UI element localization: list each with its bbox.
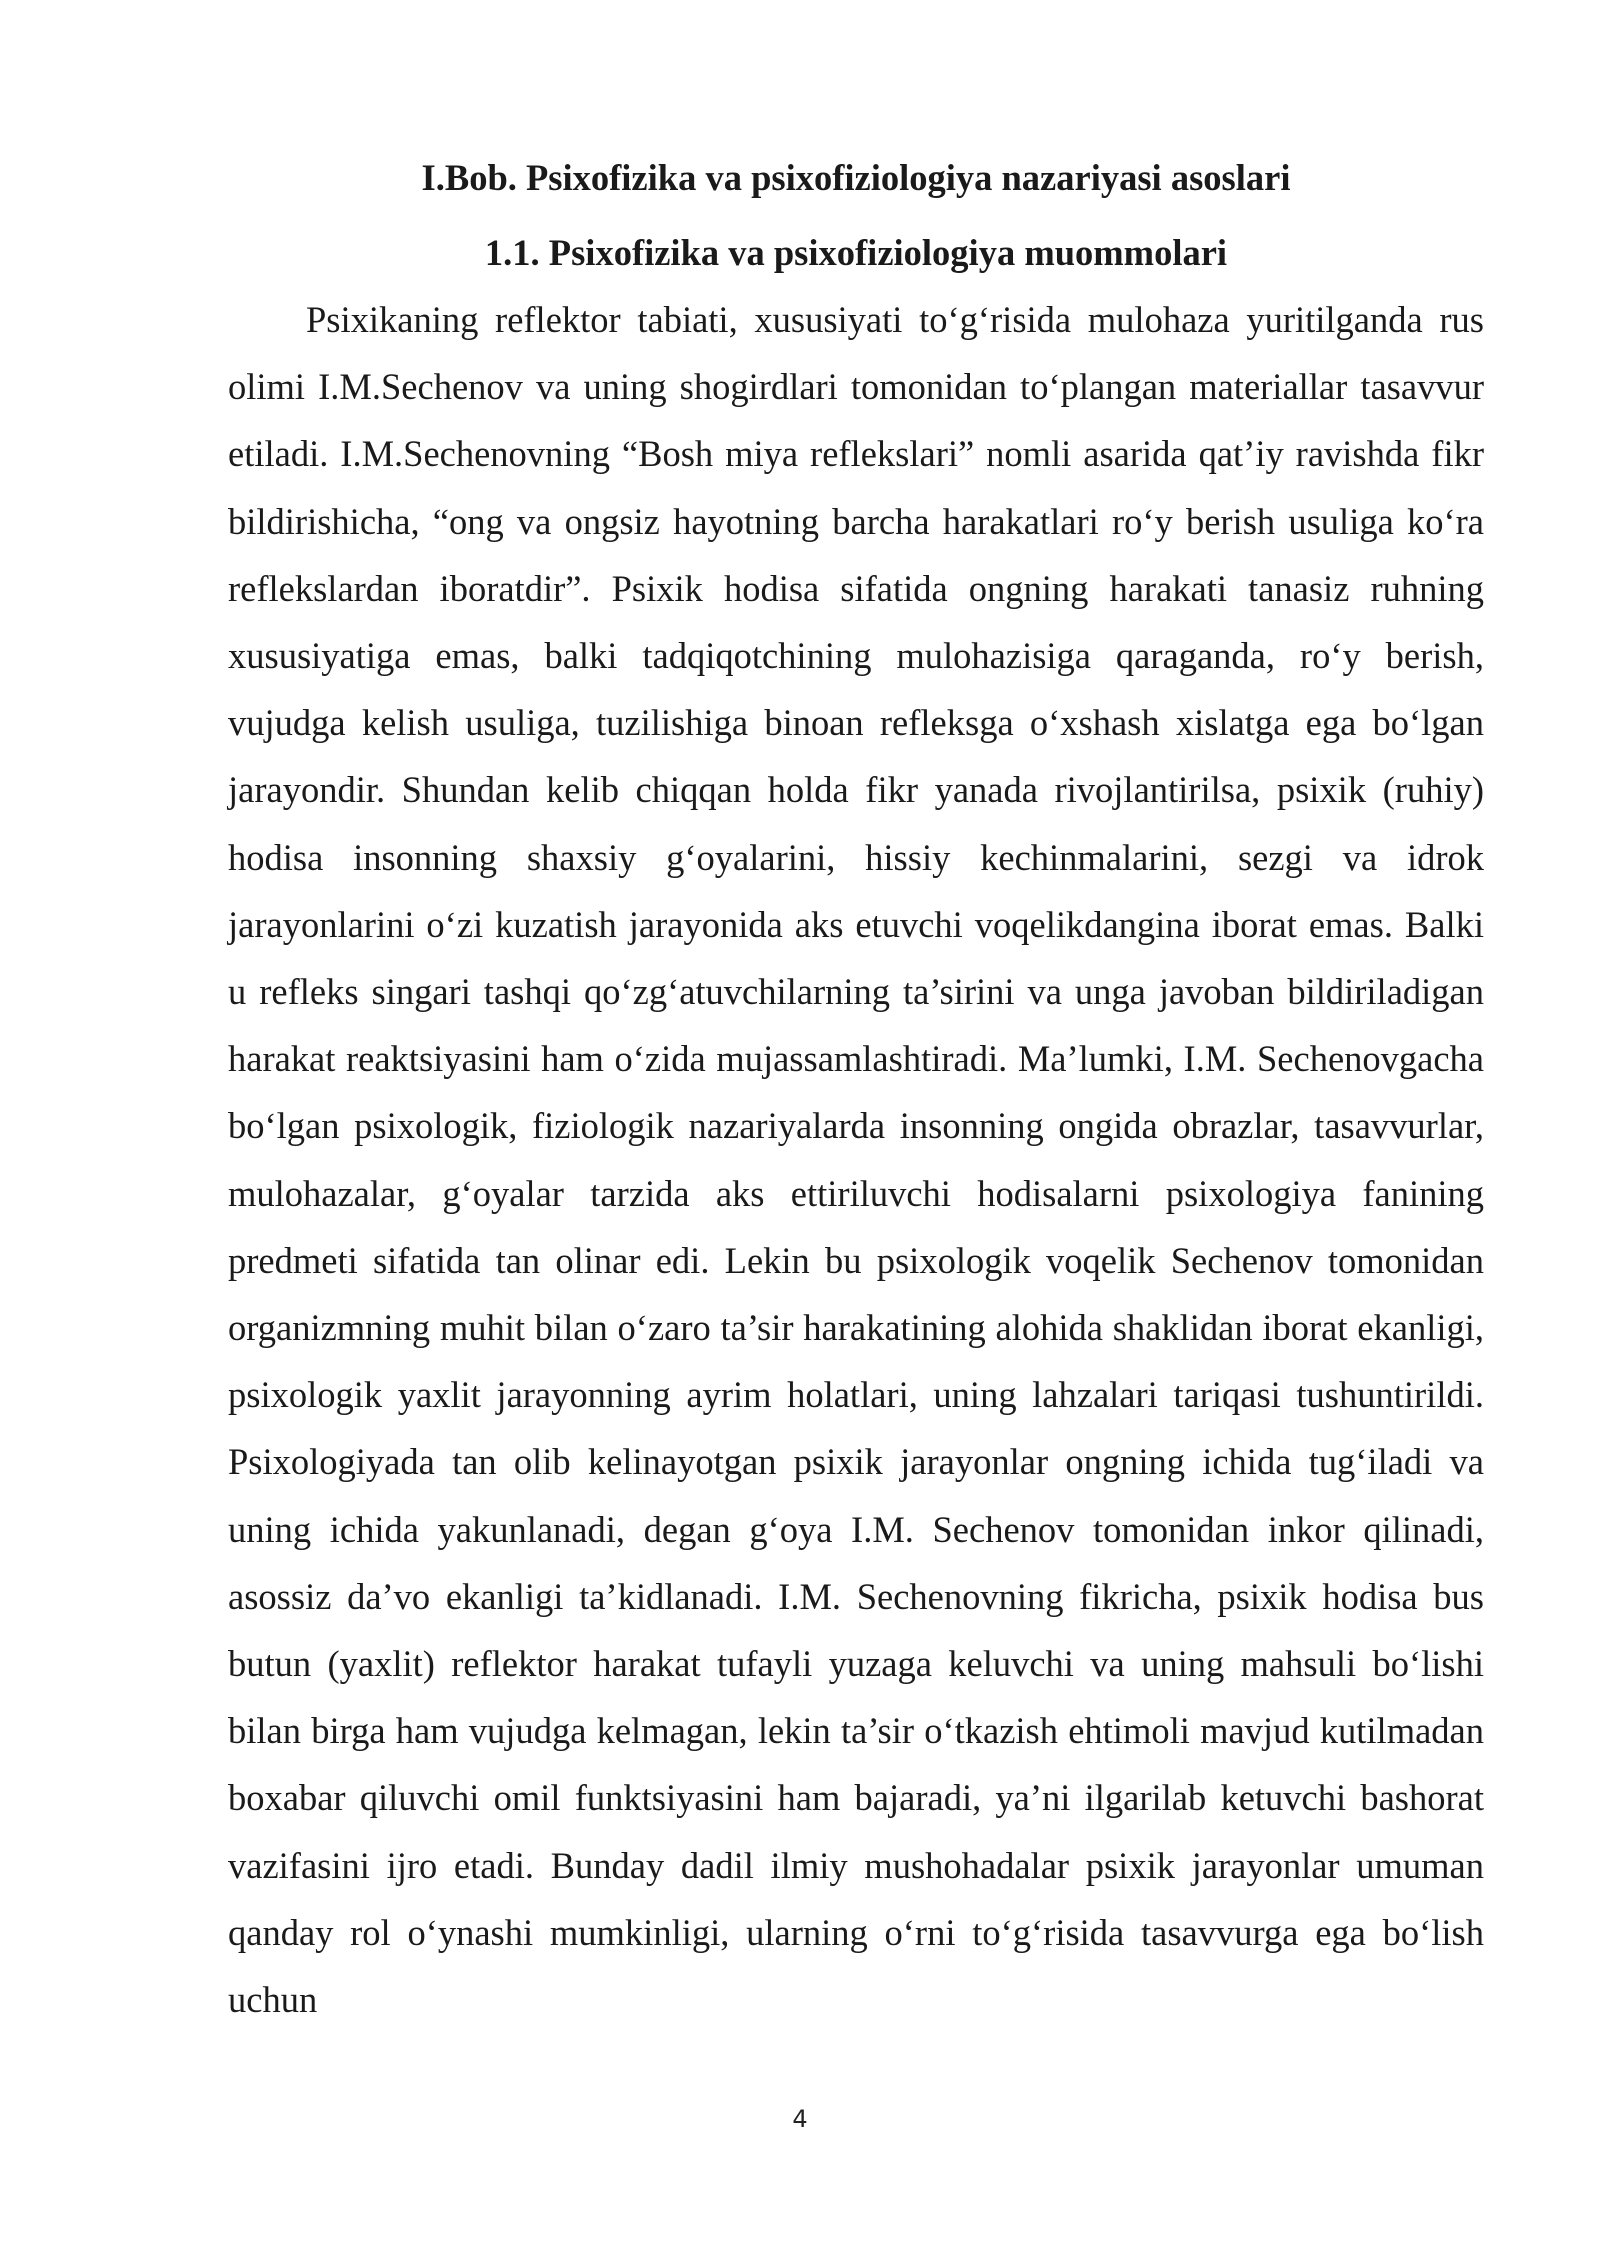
chapter-title: I.Bob. Psixofizika va psixofiziologiya nazariyasi asoslari <box>421 157 1291 198</box>
document-page <box>228 152 1484 2033</box>
page-number: 4 <box>792 2105 808 2133</box>
body-paragraph: Psixikaning reflektor tabiati, xususiyati to‘g‘risida mulohaza yuritilganda rus olimi I.M.Sechenov va uning shogirdlari tomonidan to‘plangan materiallar tasavvur etiladi. I.M.Sechenovning “Bosh miya reflekslari” nomli asarida qat’iy ravishda fikr bildirishicha, “ong va ongsiz hayotning barcha harakatlari ro‘y berish usuliga ko‘ra reflekslardan iboratdir”. Psixik hodisa sifatida ongning harakati tanasiz ruhning xususiyatiga emas, balki tadqiqotchining mulohazisiga qaraganda, ro‘y berish, vujudga kelish usuliga, tuzilishiga binoan refleksga o‘xshash xislatga ega bo‘lgan jarayondir. Shundan kelib chiqqan holda fikr yanada rivojlantirilsa, psixik (ruhiy) hodisa insonning shaxsiy g‘oyalarini, hissiy kechinmalarini, sezgi va idrok jarayonlarini o‘zi kuzatish jarayonida aks etuvchi voqelikdangina iborat emas. Balki u refleks singari tashqi qo‘zg‘atuvchilarning ta’sirini va unga javoban bildiriladigan harakat reaktsiyasini ham o‘zida mujassamlashtiradi. Ma’lumki, I.M. Sechenovgacha bo‘lgan psixologik, fiziologik nazariyalarda insonning ongida obrazlar, tasavvurlar, mulohazalar, g‘oyalar tarzida aks ettiriluvchi hodisalarni psixologiya fanining predmeti sifatida tan olinar edi. Lekin bu psixologik voqelik Sechenov tomonidan organizmning muhit bilan o‘zaro ta’sir harakatining alohida shaklidan iborat ekanligi, psixologik yaxlit jarayonning ayrim holatlari, uning lahzalari tariqasi tushuntirildi. Psixologiyada tan olib kelinayotgan psixik jarayonlar ongning ichida tug‘iladi va uning ichida yakunlanadi, degan g‘oya I.M. Sechenov tomonidan inkor qilinadi, asossiz da’vo ekanligi ta’kidlanadi. I.M. Sechenovning fikricha, psixik hodisa bus butun (yaxlit) reflektor harakat tufayli yuzaga keluvchi va uning mahsuli bo‘lishi bilan birga ham vujudga kelmagan, lekin ta’sir o‘tkazish ehtimoli mavjud kutilmadan boxabar qiluvchi omil funktsiyasini ham bajaradi, ya’ni ilgarilab ketuvchi bashorat vazifasini ijro etadi. Bunday dadil ilmiy mushohadalar psixik jarayonlar umuman qanday rol o‘ynashi mumkinligi, ularning o‘rni to‘g‘risida tasavvurga ega bo‘lish uchun <box>228 299 1484 2021</box>
section-title: 1.1. Psixofizika va psixofiziologiya muommolari <box>484 232 1228 273</box>
